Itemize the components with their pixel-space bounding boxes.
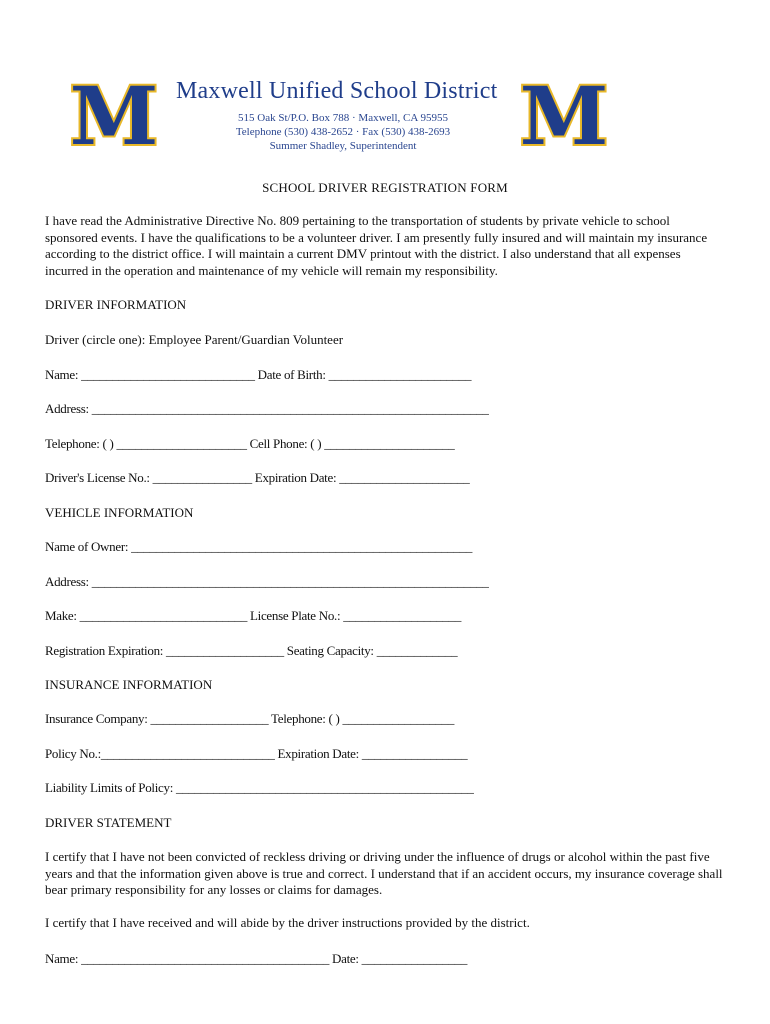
section-heading-driver: DRIVER INFORMATION — [45, 297, 187, 312]
logo-letter: M — [519, 69, 609, 163]
driver-name-dob-field[interactable]: Name: ____________________________ Date of Birth: _______________________ — [45, 367, 472, 382]
m-logo-icon — [519, 69, 609, 163]
vehicle-registration-field[interactable]: Registration Expiration: ___________________ Seating Capacity: _____________ — [45, 643, 458, 658]
insurance-company-field[interactable]: Insurance Company: ___________________ Telephone: ( ) __________________ — [45, 711, 455, 726]
vehicle-make-plate-field[interactable]: Make: ___________________________ License Plate No.: ___________________ — [45, 608, 462, 623]
intro-paragraph: I have read the Administrative Directive No. 809 pertaining to the transportation of students by private vehicle to school sponsored events. I have the qualifications to be a volunteer driver. I am presently fully insured and will maintain my insurance according to the district office. I will maintain a current DMV printout with the district. I also understand that all expenses incurred in the operation and maintenance of my vehicle will remain my responsibility. — [45, 213, 708, 278]
district-superintendent: Summer Shadley, Superintendent — [269, 140, 417, 152]
insurance-liability-field[interactable]: Liability Limits of Policy: ________________________________________________ — [45, 780, 474, 795]
form-title: SCHOOL DRIVER REGISTRATION FORM — [262, 180, 508, 195]
vehicle-address-field[interactable]: Address: ________________________________________________________________ — [45, 574, 489, 589]
certification-paragraph: I certify that I have not been convicted of reckless driving or driving under the influence of drugs or alcohol within the past five years and that the information given above is true and correct. I understand that if an accident occurs, my insurance coverage shall bear primary responsibility for any losses or claims for damages. — [45, 849, 723, 897]
district-address: 515 Oak St/P.O. Box 788 · Maxwell, CA 95955 — [238, 112, 448, 124]
insurance-policy-field[interactable]: Policy No.:____________________________ Expiration Date: _________________ — [45, 746, 468, 761]
section-heading-insurance: INSURANCE INFORMATION — [45, 677, 213, 692]
district-name: Maxwell Unified School District — [176, 78, 498, 104]
instructions-acknowledgement: I certify that I have received and will abide by the driver instructions provided by the district. — [45, 915, 530, 930]
m-logo-icon — [69, 69, 159, 163]
district-phone-fax: Telephone (530) 438-2652 · Fax (530) 438-2693 — [235, 126, 451, 138]
logo-letter: M — [69, 69, 159, 163]
district-logo-left — [69, 69, 159, 163]
driver-address-field[interactable]: Address: ________________________________________________________________ — [45, 401, 489, 416]
signature-name-date-field[interactable]: Name: ________________________________________ Date: _________________ — [45, 951, 468, 966]
driver-phone-field[interactable]: Telephone: ( ) _____________________ Cell Phone: ( ) _____________________ — [45, 436, 455, 451]
driver-type-field[interactable]: Driver (circle one): Employee Parent/Guardian Volunteer — [45, 332, 344, 347]
section-heading-statement: DRIVER STATEMENT — [45, 815, 172, 830]
district-logo-right — [519, 69, 609, 163]
vehicle-owner-field[interactable]: Name of Owner: _______________________________________________________ — [45, 539, 473, 554]
driver-license-field[interactable]: Driver's License No.: ________________ Expiration Date: _____________________ — [45, 470, 470, 485]
section-heading-vehicle: VEHICLE INFORMATION — [45, 505, 194, 520]
